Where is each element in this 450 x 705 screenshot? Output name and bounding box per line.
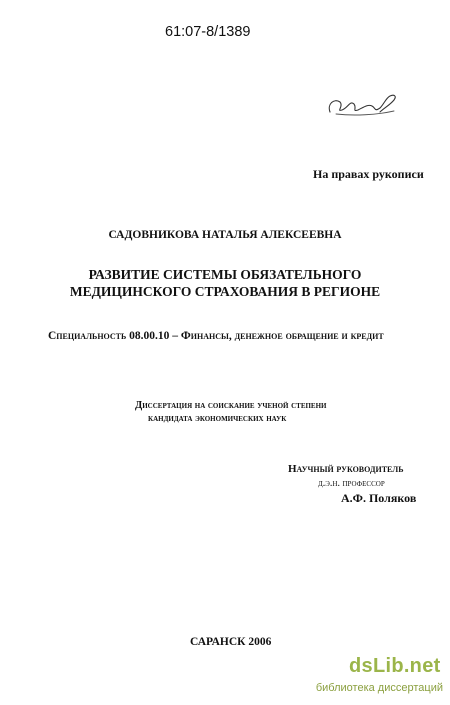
dissertation-line-2: кандидата экономических наук [148,413,287,424]
watermark [315,655,447,701]
title-line-2: МЕДИЦИНСКОГО СТРАХОВАНИЯ В РЕГИОНЕ [69,284,381,299]
supervisor-degree: д.э.н. профессор [318,478,385,489]
supervisor-name: А.Ф. Поляков [341,491,417,505]
watermark-caption: библиотека диссертаций [315,682,443,694]
rights-note: На правах рукописи [313,167,424,181]
dissertation-line-1: Диссертация на соискание ученой степени [135,400,327,411]
catalog-number: 61:07-8/1389 [165,24,251,40]
watermark-logo: dsLib.net [349,655,441,677]
signature [324,90,402,120]
supervisor-heading: Научный руководитель [288,463,404,475]
city-year: САРАНСК 2006 [190,636,272,648]
specialty: Специальность 08.00.10 – Финансы, денежное обращение и кредит [48,330,384,342]
title-line-1: РАЗВИТИЕ СИСТЕМЫ ОБЯЗАТЕЛЬНОГО [88,267,362,282]
author-name: САДОВНИКОВА НАТАЛЬЯ АЛЕКСЕЕВНА [108,229,342,241]
